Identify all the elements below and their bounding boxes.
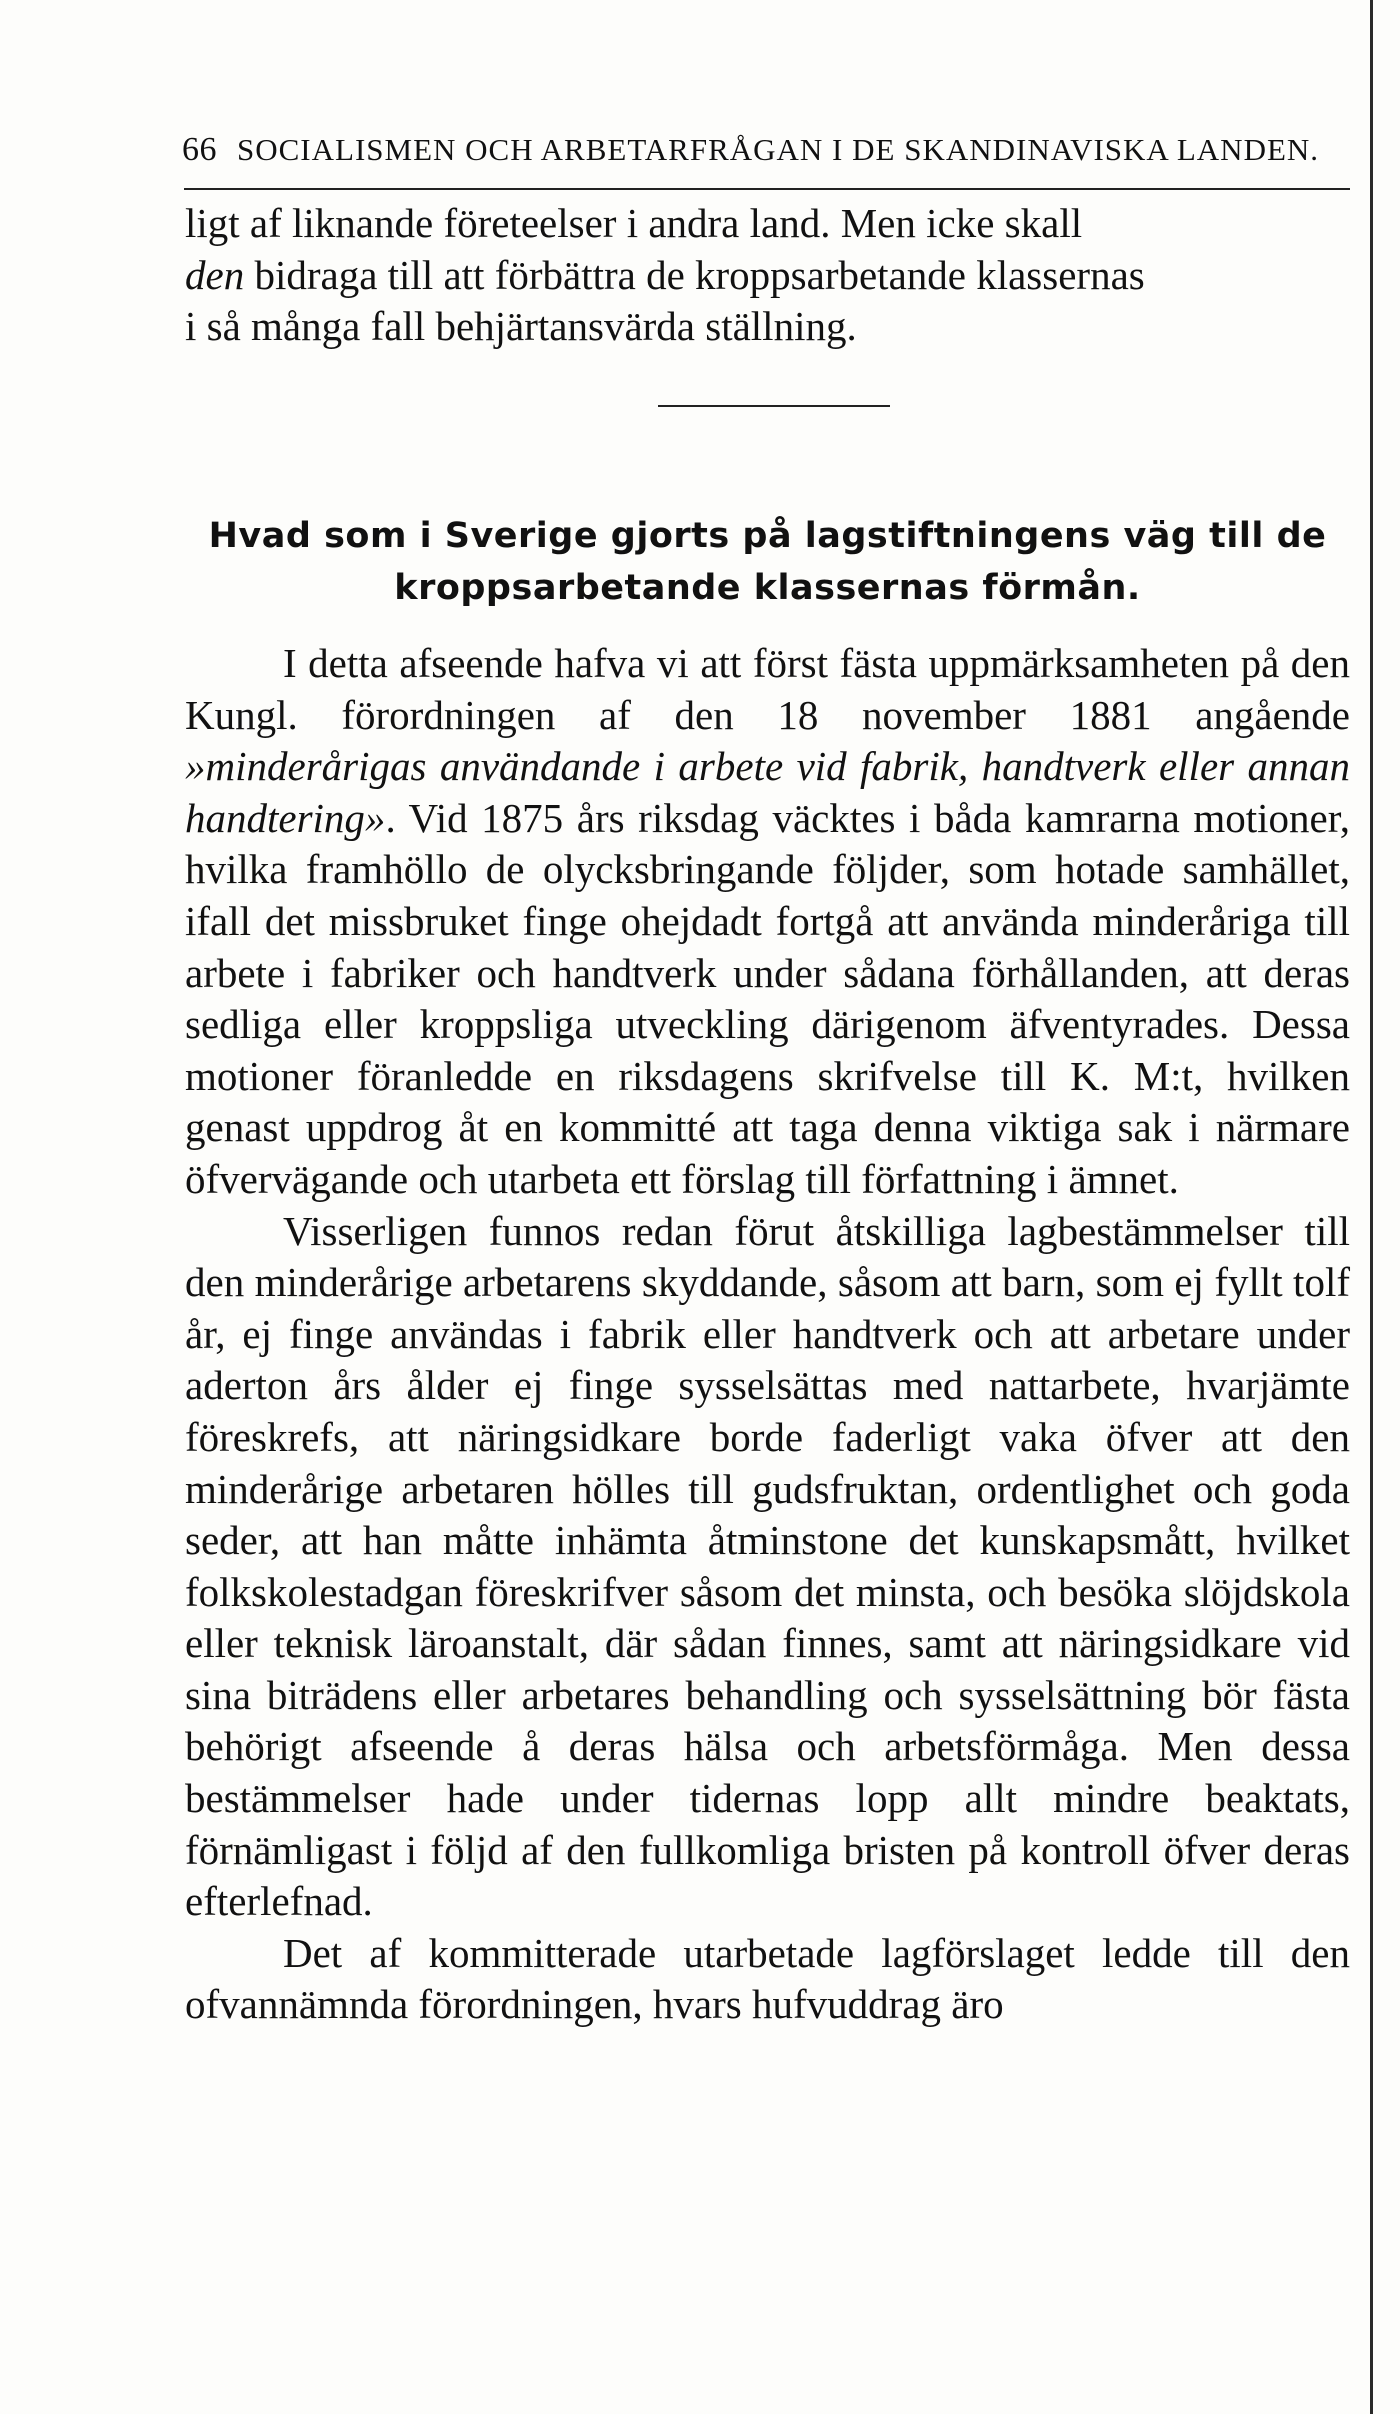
running-title: SOCIALISMEN OCH ARBETARFRÅGAN I DE SKANDINAVISKA LANDEN.	[237, 132, 1320, 167]
ordinance-title: »minderårigas användande i arbete vid fabrik, handtverk eller annan handtering»	[185, 743, 1350, 841]
intro-line-1: ligt af liknande företeelser i andra land. Men icke skall	[185, 200, 1083, 246]
paragraph-1-text-a: I detta afseende hafva vi att först fästa uppmärksamheten på den Kungl. förordningen af den 18 november 1881 angående	[185, 640, 1350, 738]
page-edge-line	[1370, 0, 1373, 2414]
paragraph-1	[185, 638, 1350, 1206]
paragraph-1-text-b: . Vid 1875 års riksdag väcktes i båda kamrarna motioner, hvilka framhöllo de olycksbringande följder, som hotade samhället, ifall det missbruket finge ohejdadt fortgå att använda minderåriga till arbete i fabriker och handtverk under sådana förhållanden, att deras sedliga eller kroppsliga utveckling därigenom äfventyrades. Dessa motioner föranledde en riksdagens skrifvelse till K. M:t, hvilken genast uppdrog åt en kommitté att taga denna viktiga sak i närmare öfvervägande och utarbeta ett förslag till författning i ämnet.	[185, 794, 1350, 1202]
intro-italic-word: den	[185, 251, 245, 298]
paragraph-2: Visserligen funnos redan förut åtskilliga lagbestämmelser till den minderårige arbetarens skyddande, såsom att barn, som ej fyllt tolf år, ej finge användas i fabrik eller handtverk och att arbetare under aderton års ålder ej finge sysselsättas med nattarbete, hvarjämte föreskrefs, att näringsidkare borde faderligt vaka öfver att den minderårige arbetaren hölles till gudsfruktan, ordentlighet och goda seder, att han måtte inhämta åtminstone det kunskapsmått, hvilket folkskolestadgan föreskrifver såsom det minsta, och besöka slöjdskola eller teknisk läroanstalt, där sådan finnes, samt att näringsidkare vid sina biträdens eller arbetares behandling och sysselsättning bör fästa behörigt afseende å deras hälsa och arbetsförmåga. Men dessa bestämmelser hade under tidernas lopp allt mindre beaktats, förnämligast i följd af den fullkomliga bristen på kontroll öfver deras efterlefnad.	[185, 1207, 1350, 1925]
body-text	[185, 638, 1350, 2031]
intro-line-3: i så många fall behjärtansvärda ställning.	[185, 303, 857, 350]
intro-line-2	[185, 250, 1350, 302]
paragraph-3: Det af kommitterade utarbetade lagförslaget ledde till den ofvannämnda förordningen, hvars hufvuddrag äro	[185, 1929, 1350, 2028]
intro-text	[185, 198, 1350, 353]
header-rule	[184, 188, 1350, 190]
section-heading	[185, 510, 1350, 614]
running-head	[182, 120, 1352, 180]
section-heading-line-1: Hvad som i Sverige gjorts på lagstiftningens väg till de	[208, 516, 1327, 556]
section-divider	[658, 405, 890, 407]
intro-line-2-rest: bidraga till att förbättra de kroppsarbetande klassernas	[244, 251, 1145, 298]
page-number: 66	[182, 131, 217, 168]
section-heading-line-2: kroppsarbetande klassernas förmån.	[394, 568, 1141, 608]
